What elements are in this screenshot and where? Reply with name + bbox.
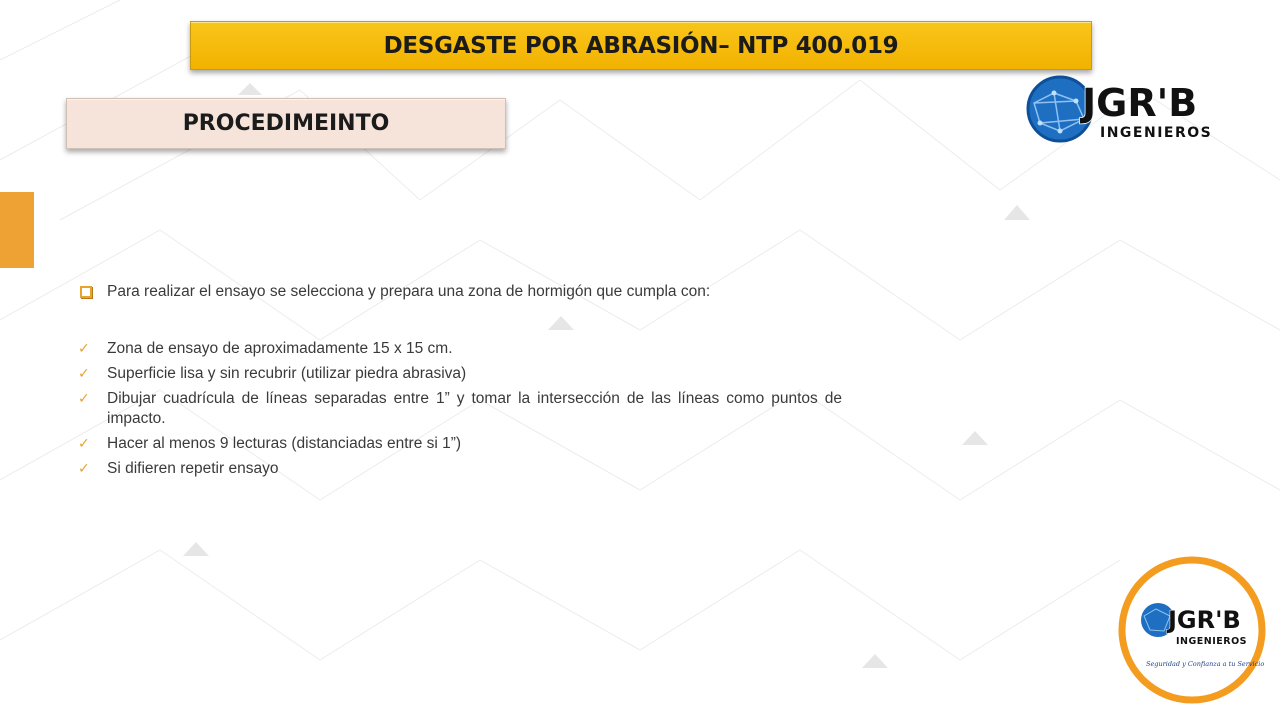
square-bullet-icon xyxy=(80,286,92,298)
list-item xyxy=(78,339,842,359)
checkmark-icon: ✓ xyxy=(78,366,90,382)
logo-brand-text: JGR'B xyxy=(1082,81,1198,125)
list-item xyxy=(78,364,842,384)
company-logo xyxy=(1024,73,1220,145)
list-item-text: Zona de ensayo de aproximadamente 15 x 15 cm. xyxy=(107,340,453,357)
list-item xyxy=(78,389,842,429)
badge-tagline-text: Seguridad y Confianza a tu Servicio xyxy=(1146,660,1265,668)
checkmark-icon: ✓ xyxy=(78,391,90,407)
content-list xyxy=(78,282,842,484)
title-bar xyxy=(190,21,1092,70)
page-title: DESGASTE POR ABRASIÓN– NTP 400.019 xyxy=(383,32,899,59)
list-item-text: Hacer al menos 9 lecturas (distanciadas entre si 1”) xyxy=(107,435,462,452)
logo-subtitle-text: INGENIEROS xyxy=(1100,125,1213,141)
round-badge-logo xyxy=(1116,554,1268,706)
list-item-text: Superficie lisa y sin recubrir (utilizar piedra abrasiva) xyxy=(107,365,467,382)
list-item xyxy=(78,459,842,479)
intro-text: Para realizar el ensayo se selecciona y prepara una zona de hormigón que cumpla con: xyxy=(107,283,711,300)
badge-subtitle-text: INGENIEROS xyxy=(1176,636,1247,647)
checkmark-icon: ✓ xyxy=(78,436,90,452)
intro-paragraph xyxy=(78,282,842,302)
badge-brand-text: JGR'B xyxy=(1168,606,1241,634)
section-bar xyxy=(66,98,506,149)
checkmark-icon: ✓ xyxy=(78,341,90,357)
list-item-text: Dibujar cuadrícula de líneas separadas entre 1” y tomar la intersección de las líneas como puntos de impacto. xyxy=(107,390,842,427)
section-title: PROCEDIMEINTO xyxy=(182,111,390,136)
checkmark-icon: ✓ xyxy=(78,461,90,477)
accent-block xyxy=(0,192,34,268)
list-item-text: Si difieren repetir ensayo xyxy=(107,460,279,477)
list-item xyxy=(78,434,842,454)
